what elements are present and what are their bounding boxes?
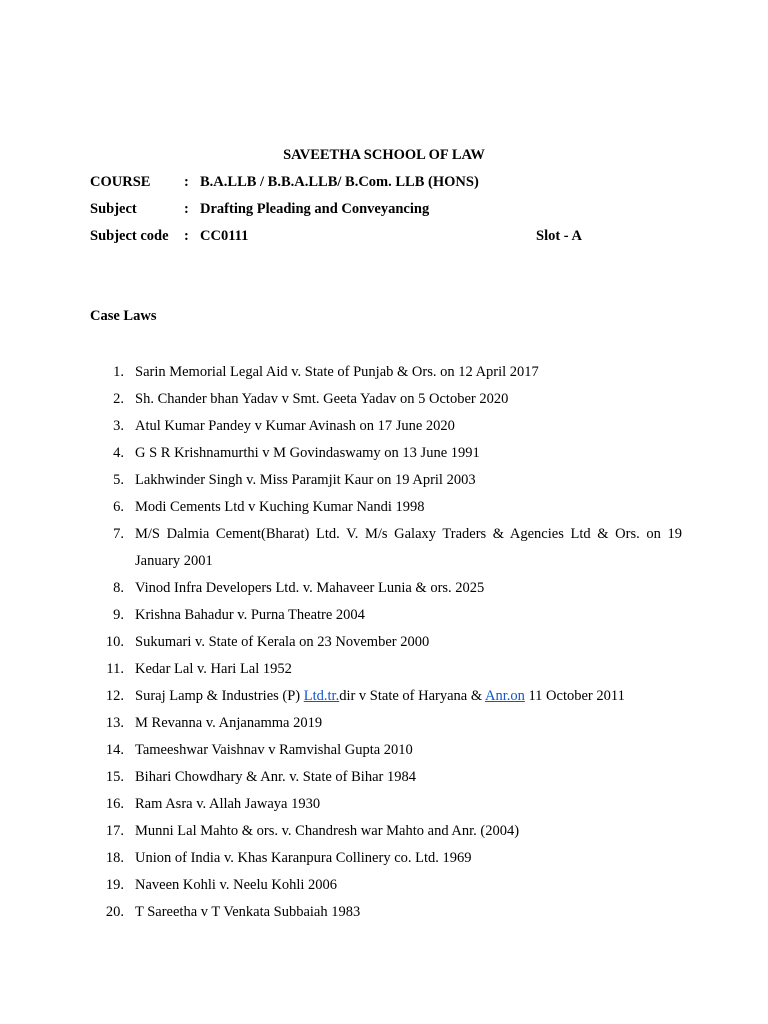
list-item [90,629,682,656]
list-item [90,710,682,737]
list-number: 15. [105,769,124,785]
case-title: Union of India v. Khas Karanpura Collinery co. Ltd. 1969 [135,850,472,866]
case-title [135,688,625,704]
case-title: Vinod Infra Developers Ltd. v. Mahaveer Lunia & ors. 2025 [135,580,485,596]
case-list [90,359,682,926]
case-title: Tameeshwar Vaishnav v Ramvishal Gupta 2010 [135,742,413,758]
list-item [90,764,682,791]
case-title: Modi Cements Ltd v Kuching Kumar Nandi 1998 [135,499,425,515]
list-number: 8. [113,580,124,596]
course-value: B.A.LLB / B.B.A.LLB/ B.Com. LLB (HONS) [200,174,479,190]
list-number: 9. [113,607,124,623]
list-number: 7. [113,526,124,542]
list-number: 2. [113,391,124,407]
list-item [90,386,682,413]
case-title-part: dir v State of Haryana & [339,688,485,704]
subject-label: Subject [90,201,137,217]
list-number: 6. [113,499,124,515]
list-number: 16. [105,796,124,812]
list-number: 11. [106,661,124,677]
list-item [90,602,682,629]
list-item [90,467,682,494]
case-title: Ram Asra v. Allah Jawaya 1930 [135,796,321,812]
list-number: 17. [105,823,124,839]
subject-code-colon: : [184,228,189,244]
course-label: COURSE [90,174,151,190]
case-title-part: Suraj Lamp & Industries (P) [135,688,304,704]
case-title: Naveen Kohli v. Neelu Kohli 2006 [135,877,338,893]
list-number: 19. [105,877,124,893]
case-title: T Sareetha v T Venkata Subbaiah 1983 [135,904,361,920]
list-item [90,737,682,764]
case-title: Sh. Chander bhan Yadav v Smt. Geeta Yadav on 5 October 2020 [135,391,509,407]
list-item [90,818,682,845]
list-number: 4. [113,445,124,461]
case-title: Krishna Bahadur v. Purna Theatre 2004 [135,607,365,623]
list-number: 5. [113,472,124,488]
case-title: G S R Krishnamurthi v M Govindaswamy on 13 June 1991 [135,445,480,461]
case-title: Sarin Memorial Legal Aid v. State of Punjab & Ors. on 12 April 2017 [135,364,539,380]
subject-colon: : [184,201,189,217]
case-title: Kedar Lal v. Hari Lal 1952 [135,661,292,677]
case-title: M Revanna v. Anjanamma 2019 [135,715,323,731]
list-item [90,521,682,575]
subject-value: Drafting Pleading and Conveyancing [200,201,430,217]
ltd-link[interactable]: Ltd.tr. [303,688,340,704]
case-title: Munni Lal Mahto & ors. v. Chandresh war Mahto and Anr. (2004) [135,823,520,839]
subject-code-value: CC0111 [200,228,249,244]
course-colon: : [184,174,189,190]
anr-link[interactable]: Anr.on [484,688,525,704]
case-title: Lakhwinder Singh v. Miss Paramjit Kaur on 19 April 2003 [135,472,476,488]
case-title: Sukumari v. State of Kerala on 23 November 2000 [135,634,430,650]
case-title: Atul Kumar Pandey v Kumar Avinash on 17 June 2020 [135,418,455,434]
list-item [90,359,682,386]
slot-label: Slot - A [536,228,582,244]
list-item [90,575,682,602]
list-item [90,899,682,926]
list-item [90,683,682,710]
subject-code-label: Subject code [90,228,169,244]
list-item [90,494,682,521]
case-laws-heading: Case Laws [90,308,157,324]
list-item [90,440,682,467]
list-item [90,791,682,818]
list-number: 12. [105,688,124,704]
list-number: 3. [113,418,124,434]
list-item [90,845,682,872]
list-number: 10. [105,634,124,650]
list-item [90,413,682,440]
list-number: 1. [113,364,124,380]
list-number: 18. [105,850,124,866]
list-number: 20. [105,904,124,920]
case-title: Bihari Chowdhary & Anr. v. State of Bihar 1984 [135,769,416,785]
case-title-part: 11 October 2011 [524,688,625,704]
case-title: M/S Dalmia Cement(Bharat) Ltd. V. M/s Galaxy Traders & Agencies Ltd & Ors. on 19 January 2001 [135,526,682,569]
list-item [90,656,682,683]
institution-title: SAVEETHA SCHOOL OF LAW [283,147,485,163]
list-number: 13. [105,715,124,731]
list-number: 14. [105,742,124,758]
list-item [90,872,682,899]
